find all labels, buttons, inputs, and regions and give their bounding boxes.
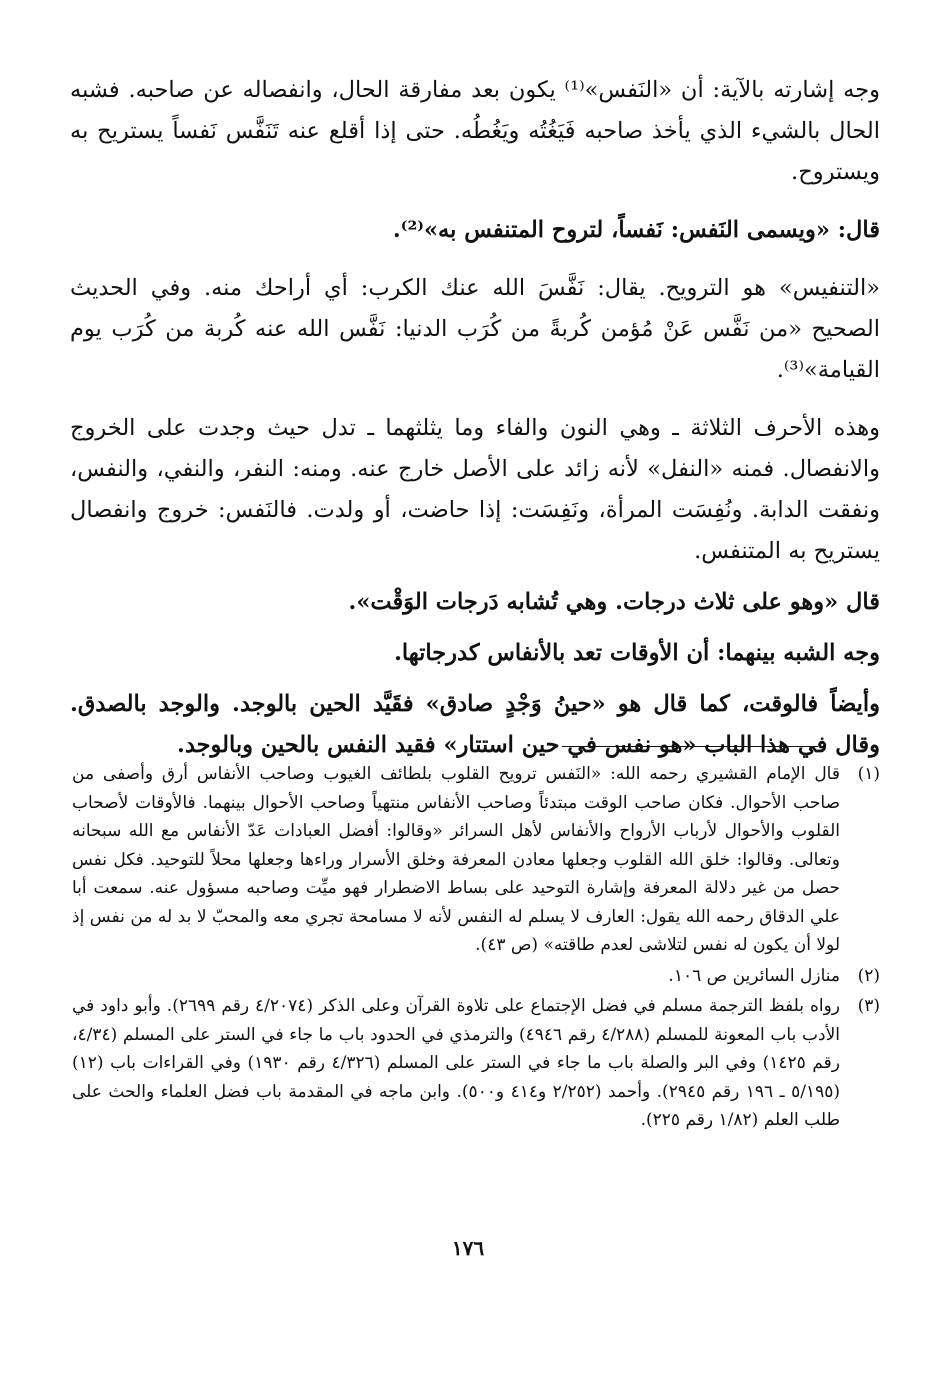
paragraph-7: وأيضاً فالوقت، كما قال هو «حينُ وَجْدٍ صادق» فقَيَّد الحين بالوجد. والوجد بالصدق. وقال في هذا الباب «هو نفس في حين استتار» فقيد النفس بالحين وبالوجد. <box>70 691 880 758</box>
paragraph-4: وهذه الأحرف الثلاثة ـ وهي النون والفاء وما يثلثهما ـ تدل حيث وجدت على الخروج والانفصال. فمنه «النفل» لأنه زائد على الأصل خارج عنه. ومنه: النفر، والنفي، والنفس، ونفقت الدابة. ونُفِسَت المرأة، ونَفِسَت: إذا حاضت، أو ولدت. فالنَفس: خروج وانفصال يستريح به المتنفس. <box>70 415 880 564</box>
footnote-3 <box>72 992 880 1135</box>
footnote-text: رواه بلفظ الترجمة مسلم في فضل الإجتماع على تلاوة القرآن وعلى الذكر (٤/٢٠٧٤ رقم ٢٦٩٩). وأبو داود في الأدب باب المعونة للمسلم (٤/٢٨٨ رقم ٤٩٤٦) والترمذي في الحدود باب ما جاء في الستر على المسلم (٤/٣٤، رقم ١٤٢٥) وفي البر والصلة باب ما جاء في الستر على المسلم (٤/٣٢٦ رقم ١٩٣٠) وفي القراءات باب (١٢) (٥/١٩٥ ـ ١٩٦ رقم ٢٩٤٥). وأحمد (٢/٢٥٢ و٤١٤ و٥٠٠). وابن ماجه في المقدمة باب فضل العلماء والحث على طلب العلم (١/٨٢ رقم ٢٢٥). <box>72 996 840 1130</box>
paragraph-3: «التنفيس» هو الترويح. يقال: نَفَّسَ الله عنك الكرب: أي أراحك منه. وفي الحديث الصحيح «من نَفَّس عَنْ مُؤمن كُربةً من كُرَب الدنيا: نَفَّس الله عنه كُربة من كُرَب يوم القيامة»⁽³⁾. <box>70 275 880 383</box>
footnote-text: منازل السائرين ص ١٠٦. <box>668 965 840 986</box>
footnote-2 <box>72 962 880 991</box>
footnote-text: قال الإمام القشيري رحمه الله: «النَفس ترويح القلوب بلطائف الغيوب وصاحب الأنفاس أرق وأصفى من صاحب الأحوال. فكان صاحب الوقت مبتدئاً وصاحب الأنفاس منتهياً وصاحب الأحوال بينهما. فالأوقات لأصحاب القلوب والأحوال لأرباب الأرواح والأنفاس لأهل السرائر «وقالوا: أفضل العبادات عَدّ الأنفاس مع الله سبحانه وتعالى. وقالوا: خلق الله القلوب وجعلها معادن المعرفة وخلق الأسرار وراءها وجعلها محلاً للتوحيد. فكل نفس حصل من غير دلالة المعرفة وإشارة التوحيد على بساط الاضطرار فهو ميِّت وصاحبه مسؤول عنه. سمعت أبا علي الدقاق رحمه الله يقول: العارف لا يسلم له النفس لأنه لا مسامحة تجري معه والمحبّ لا بد له من نفس إذ لولا أن يكون له نفس لتلاشى لعدم طاقته» (ص ٤٣). <box>72 764 840 955</box>
footnote-divider <box>562 746 818 747</box>
footnotes <box>72 760 880 1137</box>
footnote-number: (٣) <box>857 996 880 1016</box>
page-number: ١٧٦ <box>451 1236 485 1260</box>
paragraph-1: وجه إشارته بالآية: أن «النَفس»⁽¹⁾ يكون بعد مفارقة الحال، وانفصاله عن صاحبه. فشبه الحال بالشيء الذي يأخذ صاحبه فَيَغُتُه ويَغُطُه. حتى إذا أقلع عنه تَنَفَّس نَفساً يستريح به ويستروح. <box>70 77 881 185</box>
footnote-number: (٢) <box>857 965 880 986</box>
footnote-1 <box>72 760 880 960</box>
paragraph-6: وجه الشبه بينهما: أن الأوقات تعد بالأنفاس كدرجاتها. <box>394 640 880 666</box>
paragraph-5-quote: قال «وهو على ثلاث درجات. وهي تُشابه دَرجات الوَقْت». <box>348 589 880 615</box>
paragraph-2-quote: قال: «ويسمى النَفس: نَفساً، لتروح المتنفس به»⁽²⁾. <box>392 217 880 243</box>
footnote-number: (١) <box>857 764 880 784</box>
main-text <box>70 70 880 783</box>
